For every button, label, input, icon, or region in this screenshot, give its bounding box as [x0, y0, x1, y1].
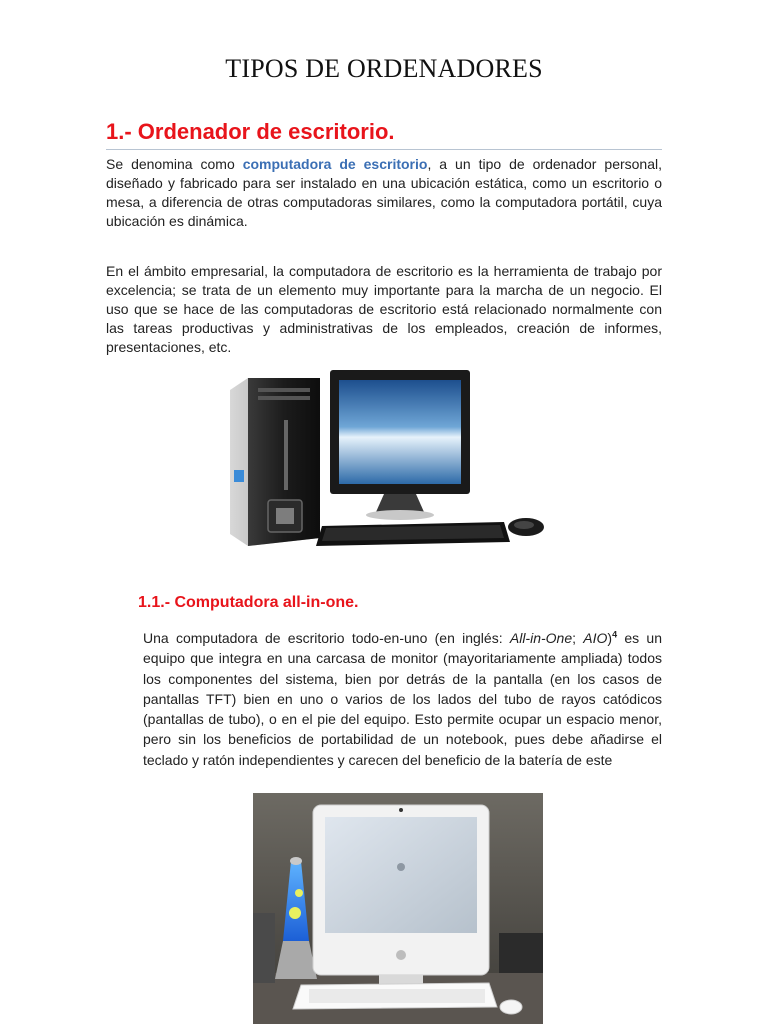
desktop-computer-image — [218, 370, 550, 570]
paragraph-text: es un equipo que integra en una carcasa de monitor (mayoritariamente ampliada) todos los componentes del sistema, bien por detrás de la pantalla (en los casos de pantallas TFT) bien en uno o varios de los lados del tubo de rayos catódicos (pantallas de tubo), o en el pie del equipo. Esto permite ocupar un espacio menor, pero sin los beneficios de portabilidad de un notebook, pues debe añadirse el teclado y ratón independientes y carecen del beneficio de la batería de este — [143, 630, 663, 768]
paragraph-text: , a un tipo de ordenador personal, diseñado y fabricado para ser instalado en una ubicación estática, como un escritorio o mesa, a diferencia de otras computadoras similares, como la computadora portátil, cuya ubicación es dinámica. — [106, 156, 662, 229]
paragraph-text: Una computadora de escritorio todo-en-uno (en inglés: — [143, 630, 510, 646]
paragraph-text: ; — [572, 630, 584, 646]
paragraph-definition — [106, 155, 662, 231]
term-all-in-one: All-in-One — [509, 630, 573, 646]
paragraph-text: Se denomina como — [106, 156, 243, 172]
paragraph-text: ) — [607, 630, 613, 646]
section-heading-desktop: 1.- Ordenador de escritorio. — [106, 119, 662, 150]
term-aio: AIO — [583, 630, 608, 646]
desktop-computer-link[interactable]: computadora de escritorio — [242, 156, 428, 172]
page-title: TIPOS DE ORDENADORES — [225, 54, 543, 83]
section-heading-all-in-one: 1.1.- Computadora all-in-one. — [138, 594, 359, 611]
all-in-one-computer-image — [253, 793, 543, 1024]
paragraph-all-in-one — [143, 628, 662, 770]
paragraph-business-use: En el ámbito empresarial, la computadora de escritorio es la herramienta de trabajo por excelencia; se trata de un elemento muy importante para la marcha de un negocio. El uso que se hace de las computadoras de escritorio está relacionado normalmente con las tareas productivas y administrativas de los empleados, creación de informes, presentaciones, etc. — [106, 263, 662, 355]
reference-marker[interactable]: 4 — [612, 629, 618, 640]
